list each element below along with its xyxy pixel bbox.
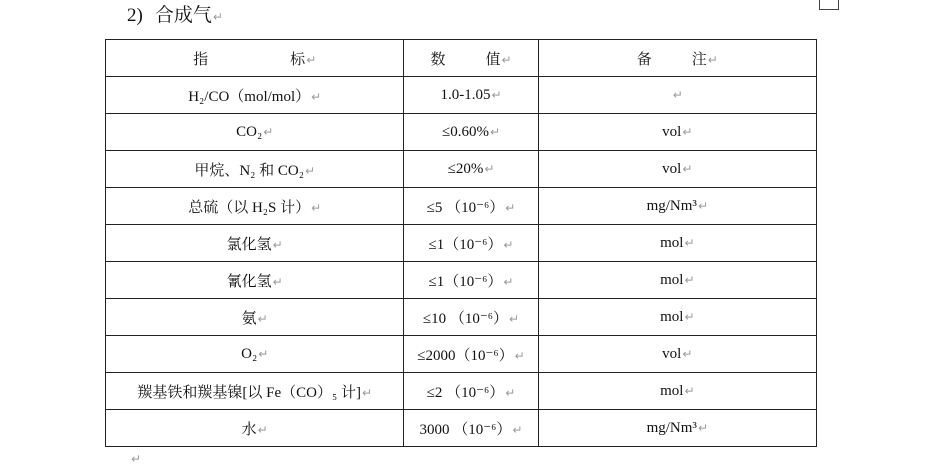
paragraph-mark-icon: ↵ [257, 311, 268, 326]
syngas-spec-table [105, 39, 817, 447]
cell-value [404, 262, 538, 299]
cell-value [404, 114, 538, 151]
table-body [106, 77, 817, 447]
cell-value [404, 151, 538, 188]
paragraph-mark-icon: ↵ [514, 348, 525, 363]
paragraph-mark-icon: ↵ [491, 87, 502, 102]
paragraph-mark-icon: ↵ [258, 346, 269, 361]
paragraph-mark-icon: ↵ [484, 161, 495, 176]
cell-note [538, 299, 816, 336]
header-value: 数 值↵ [404, 40, 538, 77]
cell-value-text: 3000 （10⁻⁶） [419, 421, 512, 438]
cell-value-text: ≤2000（10⁻⁶） [417, 347, 514, 364]
paragraph-mark-icon: ↵ [304, 163, 316, 178]
table-row [106, 336, 817, 373]
paragraph-mark-icon: ↵ [131, 452, 142, 466]
paragraph-mark-icon: ↵ [684, 235, 695, 250]
paragraph-mark-icon: ↵ [361, 385, 373, 400]
cell-value-text: ≤1（10⁻⁶） [428, 273, 503, 290]
table-row [106, 299, 817, 336]
cell-value-text: ≤5 （10⁻⁶） [426, 199, 505, 216]
cell-value [404, 299, 538, 336]
paragraph-mark-icon: ↵ [272, 237, 283, 252]
cell-param [106, 336, 404, 373]
cell-param-text: 氰化氢 [226, 273, 272, 290]
cell-value [404, 188, 538, 225]
cell-param [106, 188, 404, 225]
cell-param [106, 299, 404, 336]
paragraph-mark-icon: ↵ [311, 200, 322, 215]
paragraph-mark-icon: ↵ [503, 274, 514, 289]
paragraph-mark-icon: ↵ [505, 200, 516, 215]
cell-param [106, 262, 404, 299]
table-row [106, 225, 817, 262]
cell-param-text: 氨 [241, 310, 257, 327]
paragraph-mark-icon: ↵ [505, 385, 516, 400]
cell-param-text: 总硫（以 H₂S 计） [188, 199, 311, 216]
cell-param [106, 114, 404, 151]
cell-param [106, 151, 404, 188]
cell-value-text: ≤20% [447, 160, 484, 177]
cell-note [538, 410, 816, 447]
paragraph-mark-icon: ↵ [684, 309, 695, 324]
cell-param-text: CO₂ [236, 123, 263, 140]
cell-value-text: ≤2 （10⁻⁶） [426, 384, 505, 401]
cell-param [106, 373, 404, 410]
cell-note-text: mg/Nm³ [646, 419, 697, 436]
cell-param-text: 水 [241, 421, 257, 438]
cell-note [538, 188, 816, 225]
cell-note-text: mol [660, 234, 684, 251]
table-row [106, 151, 817, 188]
table-row [106, 77, 817, 114]
cell-param [106, 77, 404, 114]
paragraph-mark-icon: ↵ [672, 87, 683, 102]
paragraph-mark-icon: ↵ [512, 422, 523, 437]
paragraph-mark-icon: ↵ [697, 198, 708, 213]
section-title: 合成气 [154, 5, 212, 26]
cell-value [404, 410, 538, 447]
cell-note-text: vol [662, 160, 682, 177]
cell-note-text: vol [662, 345, 682, 362]
cell-note-text: mol [660, 308, 684, 325]
paragraph-mark-icon: ↵ [257, 422, 268, 437]
paragraph-mark-icon: ↵ [682, 124, 693, 139]
cell-param-text: 氯化氢 [226, 236, 272, 253]
cell-note [538, 373, 816, 410]
paragraph-mark-icon: ↵ [697, 420, 708, 435]
paragraph-mark-icon: ↵ [509, 311, 520, 326]
cell-value [404, 77, 538, 114]
table-row [106, 188, 817, 225]
cell-param [106, 225, 404, 262]
cell-note [538, 336, 816, 373]
table-header-row [106, 40, 817, 77]
cell-value-text: ≤0.60% [441, 123, 489, 140]
cell-value [404, 373, 538, 410]
header-note: 备 注↵ [538, 40, 816, 77]
cell-value-text: ≤1（10⁻⁶） [428, 236, 503, 253]
cell-value-text: ≤10 （10⁻⁶） [422, 310, 509, 327]
cell-param-text: O₂ [241, 345, 258, 362]
paragraph-mark-icon: ↵ [263, 124, 274, 139]
paragraph-mark-icon: ↵ [684, 272, 695, 287]
section-number: 2) [127, 5, 143, 26]
table-row [106, 410, 817, 447]
cell-note-text: mg/Nm³ [646, 197, 697, 214]
header-param: 指 标↵ [106, 40, 404, 77]
table-row [106, 262, 817, 299]
cell-note [538, 151, 816, 188]
table-row [106, 114, 817, 151]
cell-param-text: 羰基铁和羰基镍[以 Fe（CO）₅ 计] [137, 384, 361, 401]
table-row [106, 373, 817, 410]
cell-note [538, 262, 816, 299]
cell-note-text: vol [662, 123, 682, 140]
paragraph-mark-icon: ↵ [272, 274, 283, 289]
cell-note [538, 114, 816, 151]
cell-note [538, 77, 816, 114]
paragraph-mark-icon: ↵ [682, 346, 693, 361]
section-heading [127, 4, 223, 29]
paragraph-mark-icon: ↵ [684, 383, 695, 398]
paragraph-mark-icon: ↵ [682, 161, 693, 176]
cell-param [106, 410, 404, 447]
paragraph-mark-icon: ↵ [311, 89, 322, 104]
page-corner-marker [819, 0, 839, 10]
cell-value-text: 1.0-1.05 [440, 86, 491, 103]
cell-note [538, 225, 816, 262]
cell-param-text: H₂/CO（mol/mol） [188, 88, 311, 105]
paragraph-mark-icon: ↵ [489, 124, 501, 139]
cell-value [404, 336, 538, 373]
cell-value [404, 225, 538, 262]
paragraph-mark-icon: ↵ [212, 10, 223, 24]
paragraph-mark-icon: ↵ [503, 237, 514, 252]
cell-param-text: 甲烷、N₂ 和 CO₂ [194, 162, 304, 179]
cell-note-text: mol [660, 382, 684, 399]
cell-note-text: mol [660, 271, 684, 288]
